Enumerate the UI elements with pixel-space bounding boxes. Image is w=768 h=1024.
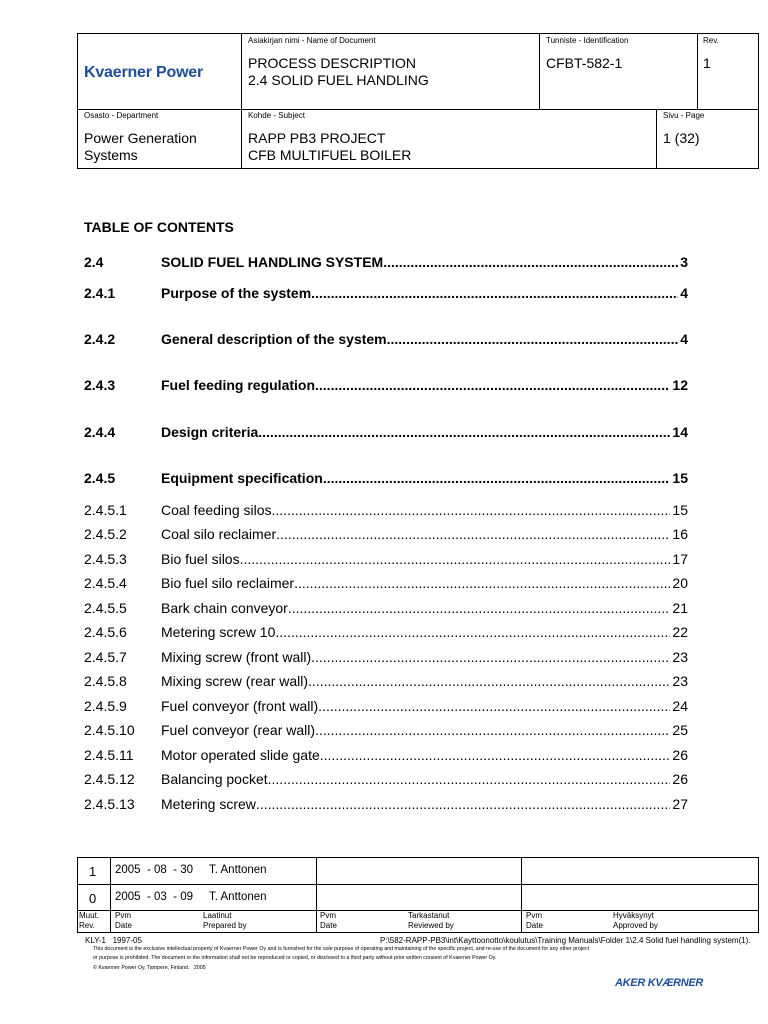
toc-entry[interactable] — [84, 796, 688, 814]
label-tarkastanut: Tarkastanut — [408, 911, 450, 920]
toc-page: 14 — [672, 424, 688, 440]
toc-leader — [308, 673, 670, 689]
toc-leader — [311, 649, 670, 665]
toc-title: Mixing screw (front wall) — [161, 649, 312, 665]
toc-page: 25 — [672, 722, 688, 738]
toc-leader — [256, 796, 671, 812]
toc-number: 2.4.5.1 — [84, 502, 127, 518]
doc-name-line2: 2.4 SOLID FUEL HANDLING — [248, 72, 429, 88]
toc-title: Mixing screw (rear wall) — [161, 673, 309, 689]
ident-label: Tunniste - Identification — [546, 36, 629, 45]
toc-leader — [258, 424, 670, 440]
label-date-3: Date — [526, 921, 543, 930]
disclaimer-line-1: This document is the exclusive intellectual property of Kvaerner Power Oy and is furnished for the sole purpose of operating and maintaining of the specific project, and re-use of the document for any other project — [93, 946, 590, 952]
toc-entry[interactable] — [84, 649, 688, 667]
dept-line2: Systems — [84, 147, 138, 163]
toc-entry[interactable] — [84, 771, 688, 789]
toc-title: Balancing pocket — [161, 771, 268, 787]
toc-number: 2.4.5.5 — [84, 600, 127, 616]
toc-leader — [323, 470, 671, 486]
label-pvm-3: Pvm — [526, 911, 542, 920]
toc-page: 27 — [672, 796, 688, 812]
dept-label: Osasto - Department — [84, 111, 159, 120]
label-reviewed-by: Reviewed by — [408, 921, 454, 930]
toc-title: Metering screw 10 — [161, 624, 276, 640]
label-muut: Muut. — [79, 911, 100, 920]
toc-title: Fuel conveyor (front wall) — [161, 698, 319, 714]
aker-kvaerner-logo: AKER KVÆRNER — [615, 977, 704, 989]
dept-line1: Power Generation — [84, 130, 197, 146]
toc-page: 12 — [672, 377, 688, 393]
toc-page: 4 — [680, 285, 688, 301]
copyright: © Kvaerner Power Oy, Tampere, Finland. 2005 — [93, 965, 206, 971]
toc-number: 2.4.5.3 — [84, 551, 127, 567]
toc-title: Fuel conveyor (rear wall) — [161, 722, 316, 738]
rev-value: 1 — [703, 55, 711, 71]
toc-entry[interactable] — [84, 285, 688, 303]
toc-title: Motor operated slide gate — [161, 747, 320, 763]
doc-name-line1: PROCESS DESCRIPTION — [248, 55, 417, 71]
toc-entry[interactable] — [84, 551, 688, 569]
toc-leader — [387, 331, 679, 347]
rev-label: Rev. — [703, 36, 719, 45]
toc-leader — [320, 747, 671, 763]
toc-number: 2.4.5.4 — [84, 575, 127, 591]
toc-title: Bio fuel silo reclaimer — [161, 575, 295, 591]
toc-entry[interactable] — [84, 698, 688, 716]
toc-page: 23 — [672, 649, 688, 665]
toc-entry[interactable] — [84, 600, 688, 618]
toc-title: Fuel feeding regulation — [161, 377, 316, 393]
subject-label: Kohde - Subject — [248, 111, 305, 120]
revision-row-date: 2005 - 03 - 09 — [115, 891, 193, 903]
disclaimer-line-2: or purpose is prohibited. The document or the information shall not be reproduced or copied, or disclosed to a third party without prior written consent of Kvaerner Power Oy. — [93, 955, 497, 961]
page-value: 1 (32) — [663, 130, 700, 146]
toc-leader — [276, 526, 670, 542]
label-laatinut: Laatinut — [203, 911, 232, 920]
revision-row-prepared: T. Anttonen — [209, 891, 267, 903]
toc-title: Coal feeding silos — [161, 502, 272, 518]
toc-title: General description of the system — [161, 331, 387, 347]
toc-page: 17 — [672, 551, 688, 567]
toc-number: 2.4.3 — [84, 377, 116, 393]
toc-page: 15 — [672, 502, 688, 518]
toc-entry[interactable] — [84, 673, 688, 691]
page-label: Sivu - Page — [663, 111, 705, 120]
company-logo: Kvaerner Power — [84, 64, 204, 81]
toc-page: 20 — [672, 575, 688, 591]
toc-number: 2.4.5.7 — [84, 649, 127, 665]
label-date-1: Date — [115, 921, 132, 930]
toc-leader — [288, 600, 671, 616]
toc-leader — [268, 771, 671, 787]
toc-number: 2.4.5.8 — [84, 673, 127, 689]
toc-page: 22 — [672, 624, 688, 640]
toc-title: Bio fuel silos — [161, 551, 240, 567]
toc-entry[interactable] — [84, 331, 688, 349]
toc-number: 2.4.5.9 — [84, 698, 127, 714]
toc-entry[interactable] — [84, 747, 688, 765]
label-date-2: Date — [320, 921, 337, 930]
toc-leader — [315, 722, 670, 738]
toc-number: 2.4.4 — [84, 424, 116, 440]
toc-entry[interactable] — [84, 254, 688, 272]
toc-number: 2.4.1 — [84, 285, 116, 301]
toc-entry[interactable] — [84, 575, 688, 593]
toc-number: 2.4.5.2 — [84, 526, 127, 542]
toc-leader — [294, 575, 670, 591]
toc-leader — [240, 551, 671, 567]
toc-title: Purpose of the system — [161, 285, 312, 301]
toc-entry[interactable] — [84, 624, 688, 642]
toc-entry[interactable] — [84, 722, 688, 740]
toc-page: 26 — [672, 771, 688, 787]
toc-title: SOLID FUEL HANDLING SYSTEM — [161, 254, 384, 270]
toc-number: 2.4.5 — [84, 470, 116, 486]
toc-entry[interactable] — [84, 424, 688, 442]
file-path: P:\582-RAPP-PB3\int\Kayttoonotto\koulutus\Training Manuals\Folder 1\2.4 Solid fuel handling system(1). — [380, 936, 751, 945]
toc-title: Bark chain conveyor — [161, 600, 288, 616]
label-pvm-1: Pvm — [115, 911, 131, 920]
toc-title: Design criteria — [161, 424, 259, 440]
toc-number: 2.4 — [84, 254, 104, 270]
toc-page: 21 — [672, 600, 688, 616]
doc-name-label: Asiakirjan nimi - Name of Document — [248, 36, 376, 45]
label-hyvaksynyt: Hyväksynyt — [613, 911, 654, 920]
toc-number: 2.4.5.12 — [84, 771, 135, 787]
subject-line2: CFB MULTIFUEL BOILER — [248, 147, 412, 163]
toc-page: 16 — [672, 526, 688, 542]
revision-row-rev: 0 — [89, 891, 97, 906]
toc-leader — [272, 502, 671, 518]
toc-entry[interactable] — [84, 470, 688, 488]
toc-heading: TABLE OF CONTENTS — [84, 219, 234, 235]
label-pvm-2: Pvm — [320, 911, 336, 920]
toc-page: 23 — [672, 673, 688, 689]
toc-leader — [275, 624, 670, 640]
revision-row-rev: 1 — [89, 864, 97, 879]
label-approved-by: Approved by — [613, 921, 658, 930]
toc-page: 4 — [680, 331, 688, 347]
ident-value: CFBT-582-1 — [546, 55, 623, 71]
toc-leader — [383, 254, 678, 270]
label-rev: Rev. — [79, 921, 95, 930]
toc-page: 3 — [680, 254, 688, 270]
toc-number: 2.4.2 — [84, 331, 116, 347]
subject-line1: RAPP PB3 PROJECT — [248, 130, 386, 146]
label-prepared-by: Prepared by — [203, 921, 247, 930]
toc-page: 15 — [672, 470, 688, 486]
form-code: KLY-1 1997-05 — [85, 936, 142, 945]
toc-leader — [318, 698, 670, 714]
toc-title: Metering screw — [161, 796, 256, 812]
toc-page: 26 — [672, 747, 688, 763]
toc-entry[interactable] — [84, 502, 688, 520]
toc-page: 24 — [672, 698, 688, 714]
toc-entry[interactable] — [84, 526, 688, 544]
toc-number: 2.4.5.6 — [84, 624, 127, 640]
revision-row-prepared: T. Anttonen — [209, 864, 267, 876]
toc-leader — [311, 285, 678, 301]
toc-leader — [315, 377, 670, 393]
toc-number: 2.4.5.11 — [84, 747, 134, 763]
revision-row-date: 2005 - 08 - 30 — [115, 864, 193, 876]
toc-number: 2.4.5.13 — [84, 796, 135, 812]
toc-title: Equipment specification — [161, 470, 323, 486]
toc-entry[interactable] — [84, 377, 688, 395]
toc-number: 2.4.5.10 — [84, 722, 135, 738]
toc-title: Coal silo reclaimer — [161, 526, 277, 542]
